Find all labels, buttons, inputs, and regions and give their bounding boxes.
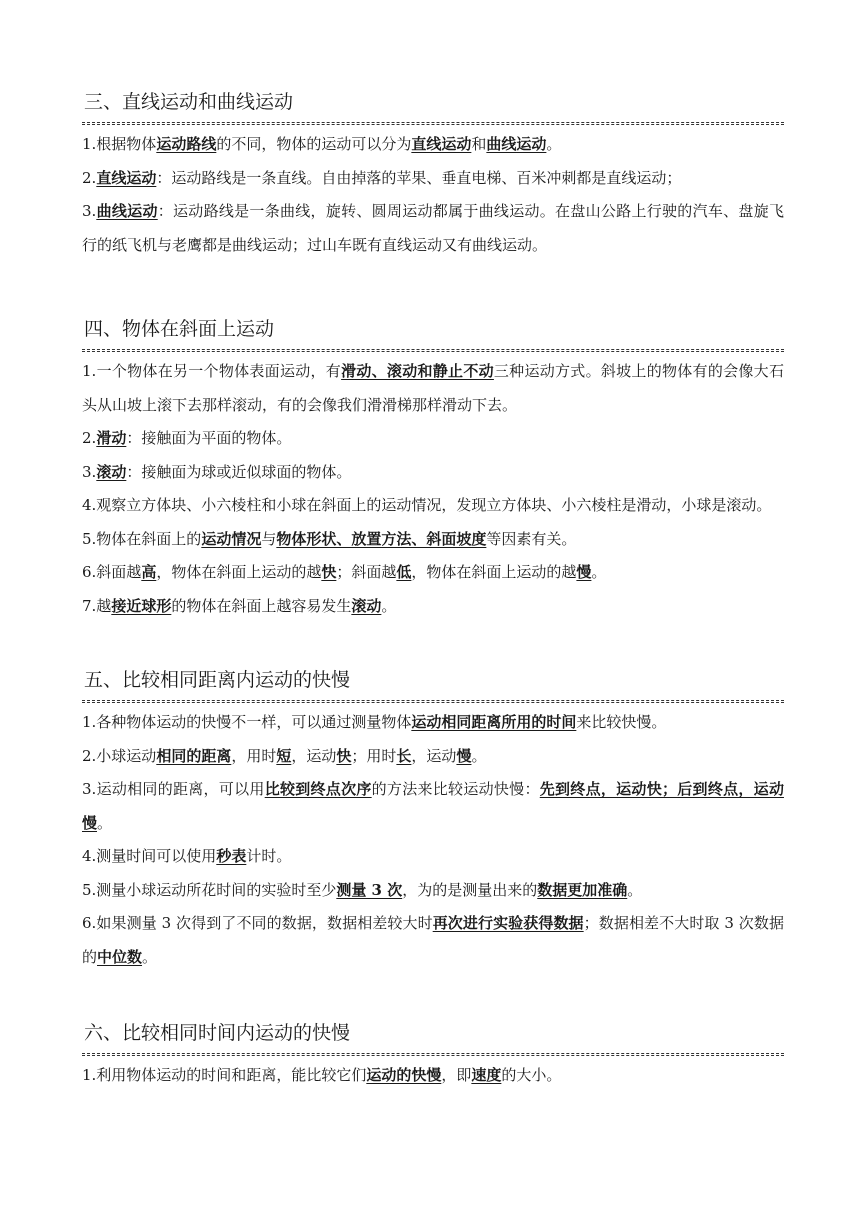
item-text: 5.测量小球运动所花时间的实验时至少 [82,880,337,899]
item-text: 。 [142,947,158,966]
item-text: ：运动路线是一条曲线，旋转、圆周运动都属于曲线运动。在盘山公路上行驶的汽车、盘旋飞行的纸飞机与老鹰都是曲线运动；过山车既有直线运动又有曲线运动。 [82,202,784,254]
key-term: 接近球形 [111,596,172,615]
item-text: ：接触面为球或近似球面的物体。 [126,462,352,481]
section-title: 五、比较相同距离内运动的快慢 [84,669,351,691]
key-term: 速度 [471,1066,502,1084]
key-term: 运动相同距离所用的时间 [411,713,577,731]
list-item [82,355,784,422]
section-6 [82,1019,784,1093]
key-term: 滚动 [351,596,382,615]
item-text: 等因素有关。 [486,529,577,548]
item-text: 。 [471,746,487,765]
key-term: 短 [276,746,292,765]
item-text: 6.斜面越 [82,563,142,581]
section-body [82,706,784,974]
item-text: 1.一个物体在另一个物体表面运动，有 [82,362,342,380]
section-divider [82,349,784,352]
section-divider [82,122,784,125]
key-term: 测量 3 次 [336,880,403,899]
item-text: 6.如果测量 3 次得到了不同的数据，数据相差较大时 [82,914,433,932]
key-term: 运动的快慢 [366,1066,442,1084]
key-term: 滚动 [96,462,127,481]
list-item [82,162,784,196]
list-item [82,489,784,523]
key-term: 运动情况 [201,529,262,548]
item-text: 的物体在斜面上越容易发生 [171,596,352,615]
list-item [82,706,784,740]
item-text: 5.物体在斜面上的 [82,529,202,548]
item-text: 4.测量时间可以使用 [82,847,217,865]
item-text: 4.观察立方体块、小六棱柱和小球在斜面上的运动情况，发现立方体块、小六棱柱是滑动，小球是滚动。 [82,496,772,514]
key-term: 中位数 [97,947,143,966]
key-term: 直线运动 [411,135,472,153]
key-term: 比较到终点次序 [264,780,372,798]
key-term: 慢 [576,563,592,581]
item-text: 与 [261,529,277,548]
item-text: 1.各种物体运动的快慢不一样，可以通过测量物体 [82,713,412,731]
item-text: 3. [82,462,97,481]
list-item [82,740,784,774]
key-term: 运动路线 [156,135,217,153]
item-text: 1.根据物体 [82,135,157,153]
item-text: 2.小球运动 [82,746,157,765]
item-text: 。 [97,813,113,832]
item-text: 2. [82,429,97,447]
item-text: ；用时 [351,746,397,765]
item-text: 的大小。 [501,1066,562,1084]
item-text: 的方法来比较运动快慢： [371,780,540,798]
key-term: 再次进行实验获得数据 [432,914,584,932]
item-text: 计时。 [246,847,292,865]
item-text: ；数据相差不大时取 3 次数据的 [82,914,784,966]
list-item [82,422,784,456]
key-term: 物体形状、放置方法、斜面坡度 [276,529,487,548]
item-text: 来比较快慢。 [576,713,667,731]
key-term: 先到终点，运动快；后到终点，运动慢 [82,780,784,832]
item-text: 三种运动方式。斜坡上的物体有的会像大石头从山坡上滚下去那样滚动，有的会像我们滑滑梯那样滑动下去。 [82,362,784,414]
item-text: ；斜面越 [336,563,397,581]
section-4 [82,315,784,623]
item-text: 。 [381,596,397,615]
section-divider [82,700,784,703]
item-text: ，物体在斜面上运动的越 [411,563,577,581]
item-text: 。 [591,563,607,581]
key-term: 滑动、滚动和静止不动 [341,362,494,380]
key-term: 直线运动 [96,168,157,187]
item-text: ，即 [441,1066,472,1084]
key-term: 高 [141,563,157,581]
section-body [82,1059,784,1093]
key-term: 慢 [456,746,472,765]
list-item [82,128,784,162]
section-body [82,128,784,262]
list-item [82,874,784,908]
section-3 [82,88,784,262]
key-term: 快 [321,563,337,581]
list-item [82,195,784,262]
item-text: ，运动 [411,746,457,765]
item-text: 。 [546,135,562,153]
section-divider [82,1053,784,1056]
list-item [82,773,784,840]
key-term: 秒表 [216,847,247,865]
item-text: 。 [627,880,643,899]
section-title: 三、直线运动和曲线运动 [84,91,294,113]
item-text: 的不同，物体的运动可以分为 [216,135,412,153]
item-text: ，为的是测量出来的 [402,880,538,899]
list-item [82,1059,784,1093]
key-term: 长 [396,746,412,765]
list-item [82,523,784,557]
item-text: 和 [471,135,487,153]
item-text: 1.利用物体运动的时间和距离，能比较它们 [82,1066,367,1084]
document-page [82,88,784,1093]
item-text: 2. [82,168,97,187]
list-item [82,556,784,590]
section-title: 四、物体在斜面上运动 [84,318,275,340]
key-term: 快 [336,746,352,765]
key-term: 数据更加准确 [537,880,628,899]
item-text: 3. [82,202,97,220]
section-5 [82,666,784,974]
item-text: ：运动路线是一条直线。自由掉落的苹果、垂直电梯、百米冲刺都是直线运动； [156,168,682,187]
list-item [82,590,784,624]
section-body [82,355,784,623]
item-text: ：接触面为平面的物体。 [126,429,292,447]
key-term: 相同的距离 [156,746,232,765]
item-text: ，运动 [291,746,337,765]
section-title: 六、比较相同时间内运动的快慢 [84,1022,351,1044]
key-term: 曲线运动 [96,202,158,220]
key-term: 滑动 [96,429,127,447]
item-text: 7.越 [82,596,112,615]
item-text: ，物体在斜面上运动的越 [156,563,322,581]
item-text: 3.运动相同的距离，可以用 [82,780,265,798]
key-term: 低 [396,563,412,581]
list-item [82,456,784,490]
key-term: 曲线运动 [486,135,547,153]
list-item [82,907,784,974]
item-text: ，用时 [231,746,277,765]
list-item [82,840,784,874]
